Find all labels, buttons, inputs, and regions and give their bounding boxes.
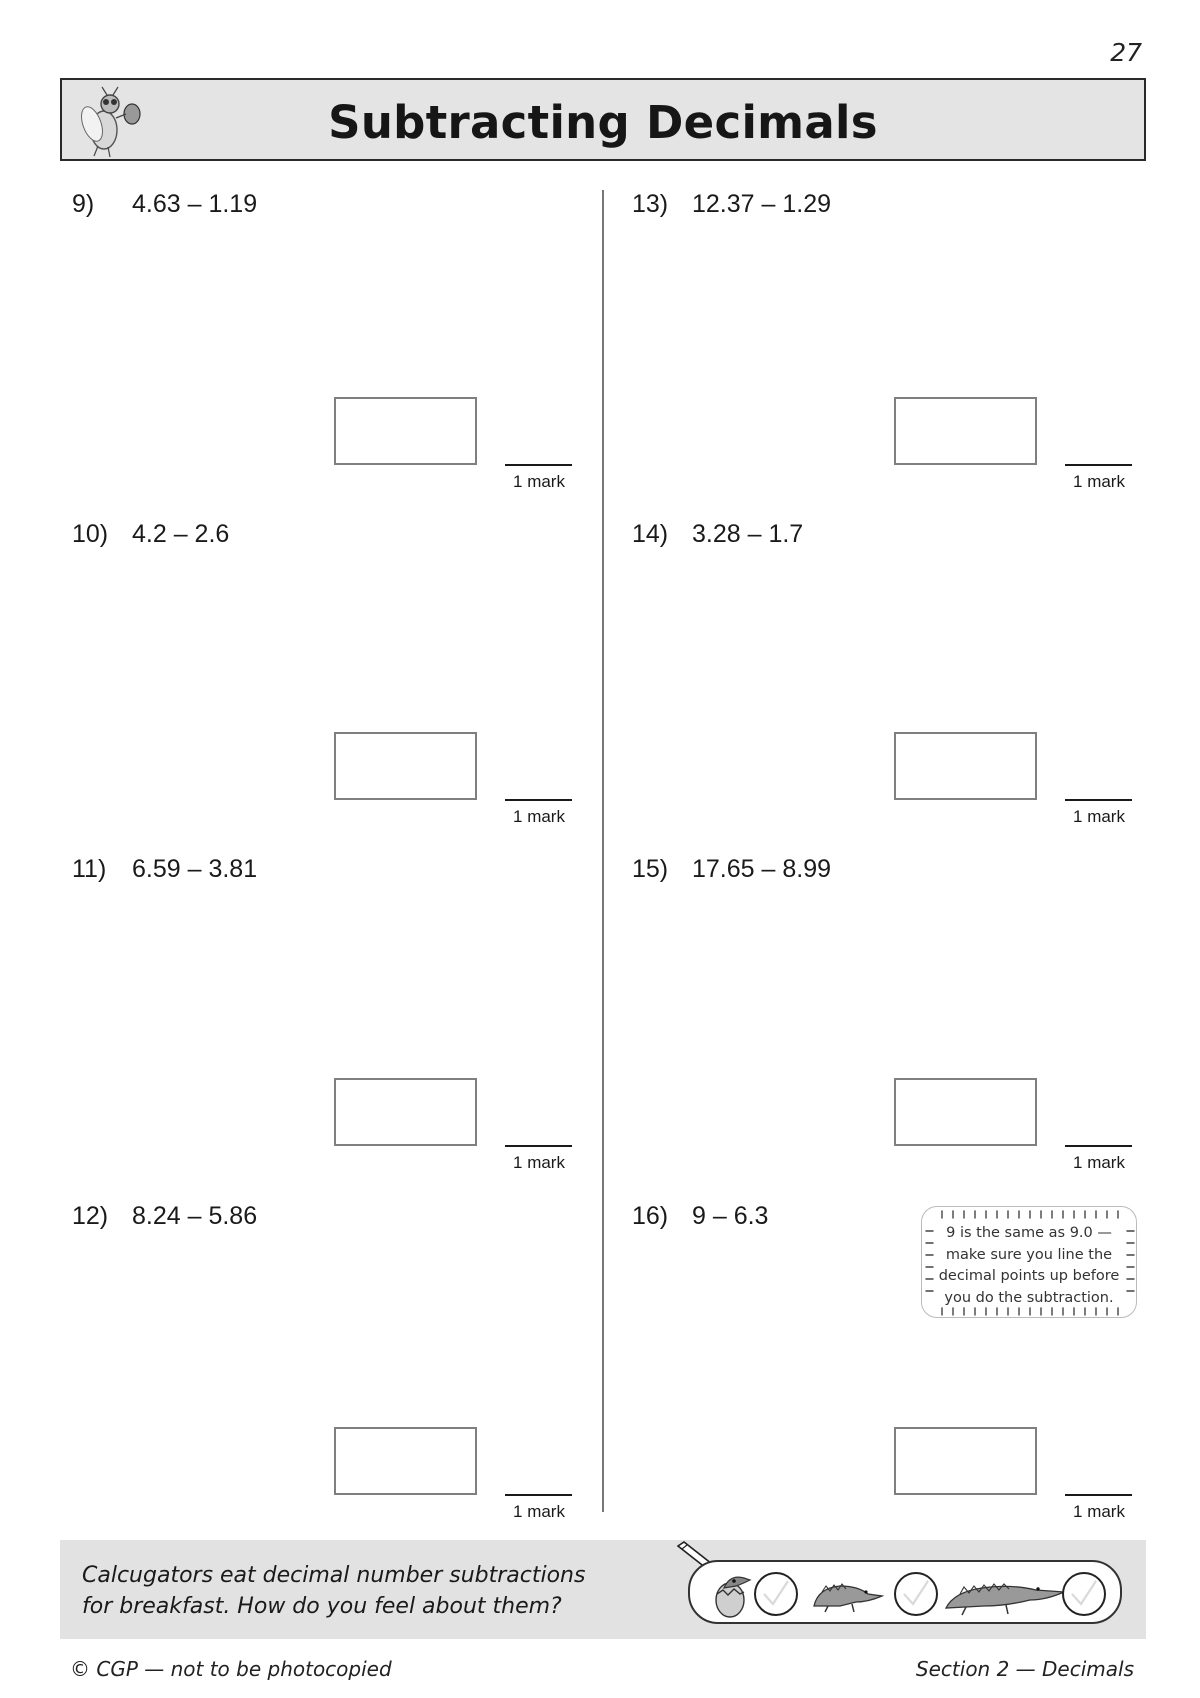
mark-line — [505, 1494, 572, 1496]
question-number: 10) — [72, 520, 109, 548]
question-expression: 4.63 – 1.19 — [132, 190, 258, 218]
mark-line — [505, 799, 572, 801]
mark-label: 1 mark — [1073, 472, 1125, 491]
question-11 — [72, 855, 612, 1175]
mark-line — [1065, 799, 1132, 801]
question-15 — [632, 855, 1172, 1175]
self-assessment-band — [60, 1540, 1146, 1639]
mark-label: 1 mark — [1073, 1153, 1125, 1172]
question-9 — [72, 190, 612, 510]
mark-label: 1 mark — [513, 1153, 565, 1172]
mark-label: 1 mark — [513, 472, 565, 491]
answer-box[interactable] — [894, 732, 1037, 800]
question-expression: 17.65 – 8.99 — [692, 855, 832, 883]
answer-box[interactable] — [894, 1427, 1037, 1495]
question-expression: 8.24 – 5.86 — [132, 1202, 258, 1230]
question-number: 11) — [72, 855, 107, 883]
answer-box[interactable] — [894, 1078, 1037, 1146]
answer-box[interactable] — [334, 1427, 477, 1495]
rating-panel — [688, 1560, 1122, 1624]
mark-line — [505, 1145, 572, 1147]
baby-gator-in-egg-icon — [716, 1577, 750, 1617]
answer-box[interactable] — [334, 732, 477, 800]
question-expression: 3.28 – 1.7 — [692, 520, 804, 548]
mark-line — [1065, 464, 1132, 466]
question-10 — [72, 520, 612, 840]
self-assessment-prompt — [82, 1560, 642, 1622]
hint-line: 9 is the same as 9.0 — — [946, 1225, 1112, 1241]
page-title: Subtracting Decimals — [328, 96, 878, 149]
hint-text — [934, 1223, 1124, 1309]
prompt-line: for breakfast. How do you feel about them? — [82, 1594, 562, 1619]
question-number: 13) — [632, 190, 669, 218]
mark-label: 1 mark — [1073, 807, 1125, 826]
question-number: 15) — [632, 855, 669, 883]
rating-checkbox-3[interactable] — [1063, 1573, 1105, 1615]
question-12 — [72, 1202, 612, 1522]
question-number: 12) — [72, 1202, 109, 1230]
page-number: 27 — [1110, 38, 1142, 67]
question-expression: 4.2 – 2.6 — [132, 520, 230, 548]
question-14 — [632, 520, 1172, 840]
rating-checkbox-1[interactable] — [755, 1573, 797, 1615]
mark-line — [505, 464, 572, 466]
question-number: 9) — [72, 190, 95, 218]
answer-box[interactable] — [894, 397, 1037, 465]
question-number: 16) — [632, 1202, 669, 1230]
mark-line — [1065, 1145, 1132, 1147]
title-bar — [60, 78, 1146, 161]
question-number: 14) — [632, 520, 669, 548]
answer-box[interactable] — [334, 1078, 477, 1146]
section-label: Section 2 — Decimals — [915, 1657, 1134, 1681]
hint-line: decimal points up before — [938, 1268, 1120, 1284]
question-expression: 6.59 – 3.81 — [132, 855, 258, 883]
question-expression: 9 – 6.3 — [692, 1202, 769, 1230]
mark-label: 1 mark — [513, 807, 565, 826]
big-gator-icon — [946, 1584, 1064, 1615]
rating-checkbox-2[interactable] — [895, 1573, 937, 1615]
question-expression: 12.37 – 1.29 — [692, 190, 832, 218]
hint-line: you do the subtraction. — [944, 1289, 1114, 1306]
mark-line — [1065, 1494, 1132, 1496]
question-13 — [632, 190, 1172, 510]
hint-box — [921, 1206, 1137, 1318]
copyright-text: © CGP — not to be photocopied — [70, 1657, 392, 1681]
mark-label: 1 mark — [1073, 1502, 1125, 1521]
hint-line: make sure you line the — [945, 1246, 1113, 1263]
prompt-line: Calcugators eat decimal number subtractions — [82, 1563, 586, 1588]
answer-box[interactable] — [334, 397, 477, 465]
small-gator-icon — [814, 1584, 882, 1612]
mark-label: 1 mark — [513, 1502, 565, 1521]
